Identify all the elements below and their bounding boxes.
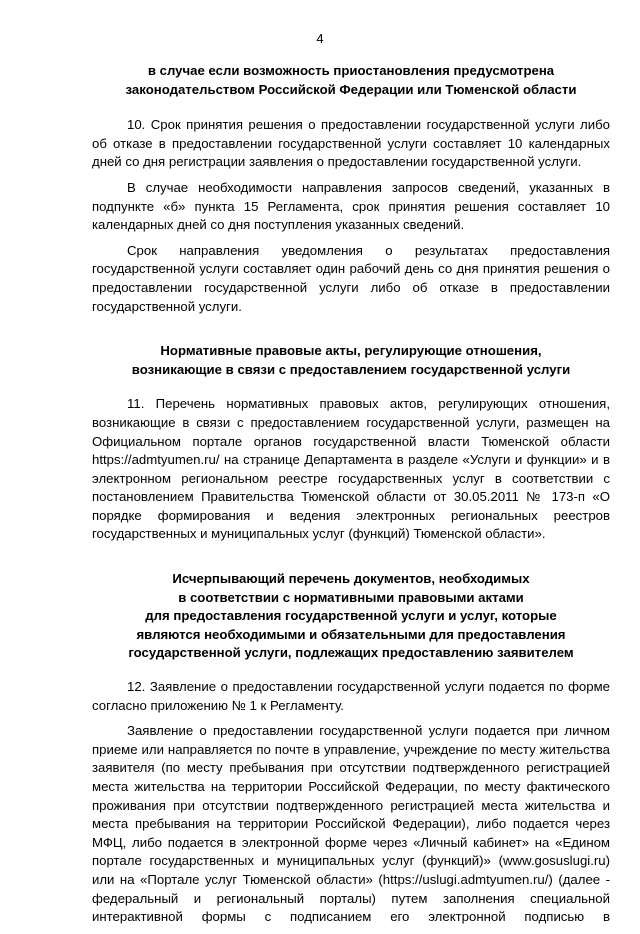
page-number: 4 [316,31,324,46]
section-heading-suspension [92,62,610,99]
paragraph-application: Заявление о предоставлении государственной услуги подается при личном приеме или направляется по почте в управление, учреждение по месту жительства заявителя (по месту пребывания при отсутствии подтвержденного регистрацией места жительства на территории Российской Федерации, по месту фактического проживания при отсутствии подтвержденного регистрацией места жительства и места пребывания на территории Российской Федерации), либо подается через МФЦ, либо подается в электронной форме через «Личный кабинет» на «Едином портале государственных и муниципальных услуг (функций)» (www.gosuslugi.ru) или на «Портале услуг Тюменской области» (https://uslugi.admtyumen.ru/) (далее - федеральный и региональный порталы) путем заполнения специальной интерактивной формы с подписанием его электронной подписью в [92,723,610,925]
paragraph-10: 10. Срок принятия решения о предоставлении государственной услуги либо об отказе в предоставлении государственной услуги составляет 10 календарных дней со дня регистрации заявления о предоставлении государственной услуги. [92,117,610,170]
heading-line: законодательством Российской Федерации или Тюменской области [125,81,577,97]
heading-line: в соответствии с нормативными правовыми актами [178,589,524,605]
paragraph-requests: В случае необходимости направления запросов сведений, указанных в подпункте «б» пункта 15 Регламента, срок принятия решения составляет 10 календарных дней со дня поступления указанных сведений. [92,179,610,233]
heading-line: являются необходимыми и обязательными для предоставления [136,626,566,642]
document-body [92,62,610,934]
paragraph-12: 12. Заявление о предоставлении государственной услуги подается по форме согласно приложению № 1 к Регламенту. [92,679,610,713]
heading-line: в случае если возможность приостановления предусмотрена [147,63,555,78]
paragraph-notification: Срок направления уведомления о результатах предоставления государственной услуги составляет один рабочий день со дня принятия решения о предоставлении государственной услуги либо об отказе в предоставлении государственной услуги. [92,242,610,314]
section-heading-documents [92,570,610,663]
heading-line: Нормативные правовые акты, регулирующие отношения, [160,343,542,359]
section-heading-legal-acts [92,342,610,379]
heading-line: государственной услуги, подлежащих предоставлению заявителем [128,645,574,661]
heading-line: Исчерпывающий перечень документов, необходимых [172,571,530,587]
heading-line: возникающие в связи с предоставлением государственной услуги [131,361,571,377]
paragraph-11: 11. Перечень нормативных правовых актов, регулирующих отношения, возникающие в связи с предоставлением государственной услуги, размещен на Официальном портале органов государственной власти Тюменской области https://admtyumen.ru/ на странице Департамента в разделе «Услуги и функции» и в электронном региональном реестре государственных услуг в соответствии с постановлением Правительства Тюменской области от 30.05.2011 № 173-п «О порядке формирования и ведения электронных региональных реестров государственных и муниципальных услуг (функций) Тюменской области». [92,396,610,542]
heading-line: для предоставления государственной услуги и услуг, которые [145,608,557,624]
